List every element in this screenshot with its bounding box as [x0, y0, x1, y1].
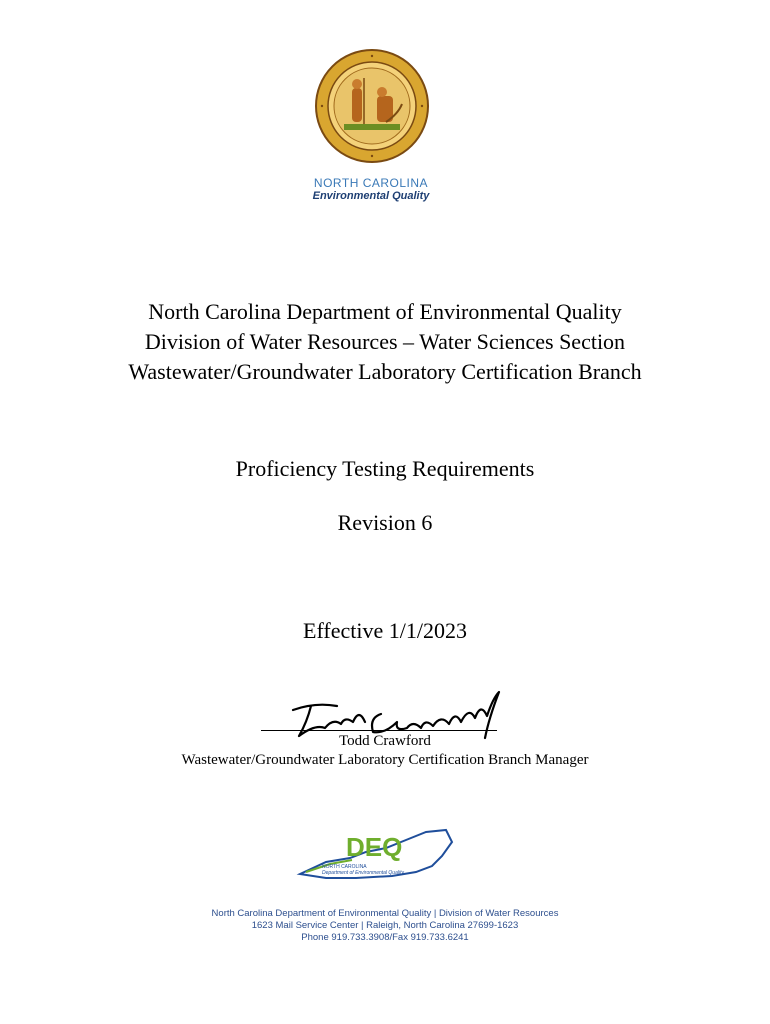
document-title: Proficiency Testing Requirements [235, 456, 535, 481]
signer-name: Todd Crawford [339, 733, 431, 749]
document-header [0, 297, 770, 387]
great-seal-icon [314, 48, 430, 164]
deq-mark: DEQ [346, 832, 403, 862]
page-footer [0, 908, 770, 944]
nc-state-outline-icon [296, 822, 456, 882]
document-revision: Revision 6 [337, 510, 433, 535]
header-branch: Wastewater/Groundwater Laboratory Certification Branch [128, 359, 642, 384]
footer-line-phone: Phone 919.733.3908/Fax 919.733.6241 [301, 932, 469, 943]
deq-sub-north-carolina: NORTH CAROLINA [322, 864, 367, 870]
document-effective-date: Effective 1/1/2023 [303, 618, 467, 643]
deq-sub-department: Department of Environmental Quality [322, 870, 404, 876]
logo-line-environmental-quality: Environmental Quality [312, 190, 430, 202]
ncdeq-seal-logo [300, 48, 442, 208]
header-department: North Carolina Department of Environmental Quality [148, 299, 622, 324]
deq-logo [296, 822, 456, 882]
header-division: Division of Water Resources – Water Sciences Section [144, 329, 626, 354]
signer-title: Wastewater/Groundwater Laboratory Certification Branch Manager [181, 752, 589, 768]
logo-line-north-carolina: NORTH CAROLINA [313, 176, 429, 190]
footer-line-address: 1623 Mail Service Center | Raleigh, North Carolina 27699-1623 [251, 920, 519, 931]
footer-line-organization: North Carolina Department of Environmental Quality | Division of Water Resources [211, 908, 559, 919]
